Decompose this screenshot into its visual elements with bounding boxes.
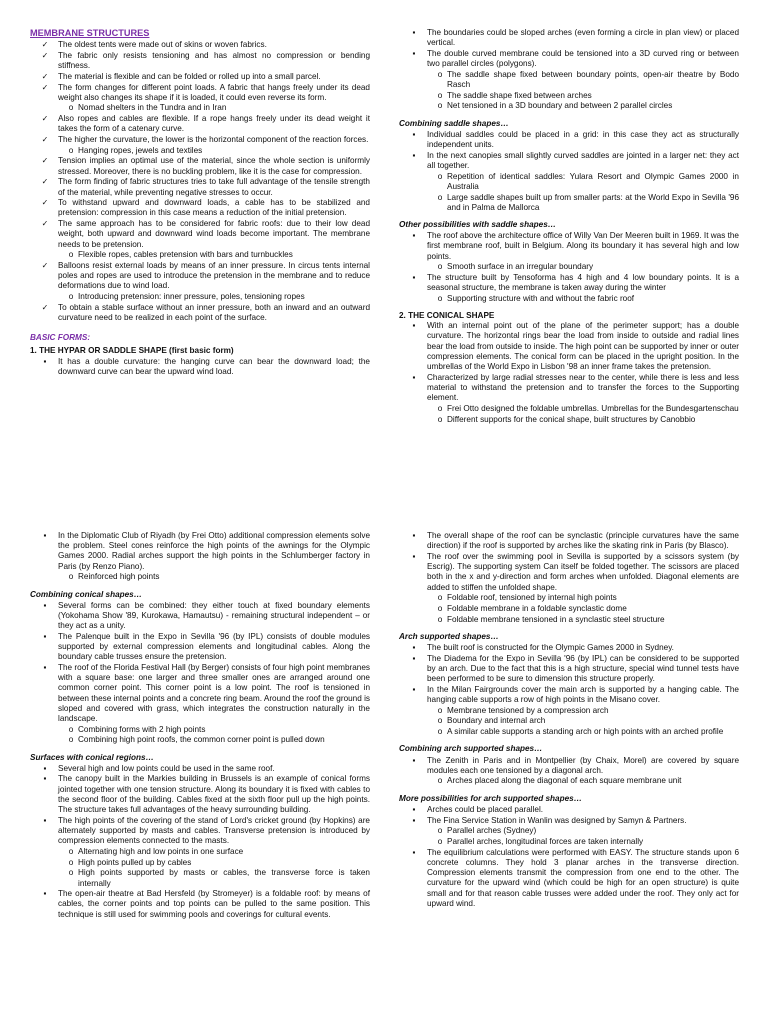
square-bullet-icon: ▪ bbox=[412, 653, 416, 663]
circle-bullet-icon: o bbox=[437, 101, 443, 111]
sub-list-item bbox=[30, 292, 370, 302]
list-item-text: Smooth surface in an irregular boundary bbox=[447, 262, 594, 272]
circle-bullet-icon: o bbox=[68, 103, 74, 113]
sub-list-item bbox=[399, 294, 739, 304]
circle-bullet-icon: o bbox=[437, 705, 443, 715]
list-item-text: Tension implies an optimal use of the material, since the whole section is uniformly stressed. Moreover, there is no buckling problem, like it is the case for compression. bbox=[58, 156, 370, 176]
circle-bullet-icon: o bbox=[437, 826, 443, 836]
list-item-text: Arches could be placed parallel. bbox=[427, 804, 544, 814]
list-item bbox=[30, 135, 370, 145]
sub-list-item bbox=[399, 404, 739, 414]
list-item-text: The material is flexible and can be folded or rolled up into a small parcel. bbox=[58, 71, 321, 81]
list-item bbox=[399, 531, 739, 551]
sub-list-item bbox=[399, 193, 739, 213]
circle-bullet-icon: o bbox=[68, 735, 74, 745]
combining-saddle-list bbox=[399, 130, 739, 213]
list-item bbox=[399, 273, 739, 293]
square-bullet-icon: ▪ bbox=[412, 815, 416, 825]
conical-continued-list bbox=[30, 531, 370, 583]
list-item-text: The roof above the architecture office of Willy Van Der Meeren built in 1969. It was the first membrane roof, built in Belgium. Along its boundary it has several high and low points. bbox=[427, 231, 739, 261]
sub-list-item bbox=[399, 593, 739, 603]
arch-supported-list bbox=[399, 643, 739, 737]
list-item-text: Frei Otto designed the foldable umbrellas. Umbrellas for the Bundesgartenschau bbox=[447, 403, 739, 413]
column-4 bbox=[399, 531, 739, 909]
hypar-boundaries-list bbox=[399, 28, 739, 112]
list-item-text: A similar cable supports a standing arch or high points with an arched profile bbox=[447, 727, 724, 737]
list-item-text: Parallel arches (Sydney) bbox=[447, 826, 537, 836]
list-item-text: The saddle shape fixed between arches bbox=[447, 90, 592, 100]
sub-list-item bbox=[399, 172, 739, 192]
list-item-text: The double curved membrane could be tensioned into a 3D curved ring or between two parallel circles (polygons). bbox=[427, 48, 739, 69]
square-bullet-icon: ▪ bbox=[43, 600, 47, 610]
square-bullet-icon: ▪ bbox=[412, 272, 416, 282]
list-item-text: Flexible ropes, cables pretension with bars and turnbuckles bbox=[78, 250, 293, 260]
circle-bullet-icon: o bbox=[437, 192, 443, 202]
checkmark-icon: ✓ bbox=[41, 50, 49, 60]
list-item-text: Combining high point roofs, the common corner point is pulled down bbox=[78, 735, 325, 745]
list-item bbox=[30, 632, 370, 663]
list-item-text: The fabric only resists tensioning and has almost no compression or bending stiffness. bbox=[58, 50, 370, 71]
list-item-text: In the next canopies small slightly curved saddles are jointed in a larger net: they act all together. bbox=[427, 150, 739, 170]
list-item bbox=[30, 357, 370, 377]
sub-list-item bbox=[30, 847, 370, 857]
checkmark-icon: ✓ bbox=[41, 260, 49, 270]
intro-list bbox=[30, 40, 370, 323]
list-item bbox=[30, 177, 370, 197]
square-bullet-icon: ▪ bbox=[412, 28, 416, 37]
sub-list-item bbox=[399, 91, 739, 101]
list-item bbox=[30, 816, 370, 847]
list-item-text: High points supported by masts or cables, the transverse force is taken internally bbox=[78, 868, 370, 888]
list-item-text: Several high and low points could be used in the same roof. bbox=[58, 763, 275, 773]
list-item-text: The Diadema for the Expo in Sevilla '96 (by IPL) can be considered to be supported by an arch. Due to the fact that this is a high structure, special wind tunnel tests have been performed to be sure to dimension this structure properly. bbox=[427, 653, 739, 684]
list-item-text: The canopy built in the Markies building in Brussels is an example of conical forms jointed together with one tension structure. Along its boundary it is fixed with cables to the second floor of the building. Cables fixed at the sixth floor pull up the high points. The structure takes full advantages of the heavy surrounding building. bbox=[58, 774, 370, 815]
combining-conical-heading: Combining conical shapes… bbox=[30, 589, 142, 599]
circle-bullet-icon: o bbox=[437, 603, 443, 613]
circle-bullet-icon: o bbox=[68, 846, 74, 856]
square-bullet-icon: ▪ bbox=[412, 48, 416, 58]
list-item-text: Combining forms with 2 high points bbox=[78, 724, 206, 734]
list-item-text: Membrane tensioned by a compression arch bbox=[447, 705, 609, 715]
circle-bullet-icon: o bbox=[437, 727, 443, 737]
circle-bullet-icon: o bbox=[437, 293, 443, 303]
circle-bullet-icon: o bbox=[68, 250, 74, 260]
square-bullet-icon: ▪ bbox=[412, 804, 416, 814]
combining-arch-heading: Combining arch supported shapes… bbox=[399, 744, 543, 754]
combining-conical-list bbox=[30, 601, 370, 746]
sub-list-item bbox=[399, 415, 739, 425]
list-item-text: Nomad shelters in the Tundra and in Iran bbox=[78, 103, 227, 113]
list-item bbox=[30, 663, 370, 724]
list-item bbox=[399, 373, 739, 404]
list-item-text: Supporting structure with and without the fabric roof bbox=[447, 293, 635, 303]
sub-list-item bbox=[30, 250, 370, 260]
list-item bbox=[399, 28, 739, 48]
square-bullet-icon: ▪ bbox=[412, 684, 416, 694]
list-item-text: The Zenith in Paris and in Montpellier (by Chaix, Morel) are covered by square modules each one tensioned by a diagonal arch. bbox=[427, 755, 739, 775]
other-saddle-list bbox=[399, 231, 739, 304]
arch-supported-heading: Arch supported shapes… bbox=[399, 631, 499, 641]
list-item-text: Different supports for the conical shape, built structures by Canobbio bbox=[447, 414, 696, 424]
list-item-text: The overall shape of the roof can be synclastic (principle curvatures have the same direction) if the roof is supported by arches like the skating rink in Paris (by Blasco). bbox=[427, 531, 739, 551]
checkmark-icon: ✓ bbox=[41, 40, 49, 50]
list-item bbox=[30, 774, 370, 815]
square-bullet-icon: ▪ bbox=[412, 321, 416, 331]
list-item bbox=[399, 130, 739, 150]
circle-bullet-icon: o bbox=[68, 145, 74, 155]
circle-bullet-icon: o bbox=[68, 857, 74, 867]
surfaces-conical-heading: Surfaces with conical regions… bbox=[30, 752, 154, 762]
circle-bullet-icon: o bbox=[437, 171, 443, 181]
list-item bbox=[399, 151, 739, 171]
checkmark-icon: ✓ bbox=[41, 135, 49, 145]
list-item-text: Hanging ropes, jewels and textiles bbox=[78, 145, 203, 155]
list-item-text: To withstand upward and downward loads, a cable has to be stabilized and pretension: compression in this case means a reduction of the initial pretension. bbox=[58, 198, 370, 218]
surfaces-conical-list bbox=[30, 764, 370, 920]
list-item-text: The open-air theatre at Bad Hersfeld (by Stromeyer) is a foldable roof: by means of cables, the corner points and top points can be pulled to the same position. This technique is still used for swimming pools and coverings for cultural events. bbox=[58, 889, 370, 919]
sub-list-item bbox=[399, 716, 739, 726]
list-item-text: To obtain a stable surface without an inner pressure, both an inward and an outward curvature need to be realized in each point of the surface. bbox=[58, 302, 370, 322]
square-bullet-icon: ▪ bbox=[43, 662, 47, 672]
list-item bbox=[399, 756, 739, 776]
checkmark-icon: ✓ bbox=[41, 219, 49, 229]
circle-bullet-icon: o bbox=[437, 403, 443, 413]
square-bullet-icon: ▪ bbox=[412, 150, 416, 160]
list-item-text: Individual saddles could be placed in a grid: in this case they act as structurally independent units. bbox=[427, 129, 739, 150]
column-2 bbox=[399, 28, 739, 425]
list-item-text: High points pulled up by cables bbox=[78, 857, 192, 867]
list-item bbox=[30, 156, 370, 176]
checkmark-icon: ✓ bbox=[41, 82, 49, 92]
list-item bbox=[30, 889, 370, 920]
more-arch-list bbox=[399, 805, 739, 909]
list-item bbox=[30, 261, 370, 292]
checkmark-icon: ✓ bbox=[41, 177, 49, 187]
square-bullet-icon: ▪ bbox=[412, 551, 416, 561]
column-3 bbox=[30, 531, 370, 920]
circle-bullet-icon: o bbox=[437, 90, 443, 100]
list-item-text: Repetition of identical saddles: Yulara Resort and Olympic Games 2000 in Australia bbox=[447, 171, 739, 191]
circle-bullet-icon: o bbox=[437, 262, 443, 272]
list-item-text: The built roof is constructed for the Olympic Games 2000 in Sydney. bbox=[427, 643, 674, 653]
sub-list-item bbox=[30, 858, 370, 868]
sub-list-item bbox=[30, 868, 370, 888]
document-title: MEMBRANE STRUCTURES bbox=[30, 28, 150, 38]
list-item-text: Reinforced high points bbox=[78, 572, 160, 582]
circle-bullet-icon: o bbox=[437, 614, 443, 624]
circle-bullet-icon: o bbox=[68, 572, 74, 582]
list-item bbox=[30, 198, 370, 218]
list-item-text: Large saddle shapes built up from smaller parts: at the World Expo in Sevilla '96 and in Palma de Mallorca bbox=[447, 192, 739, 212]
list-item-text: Characterized by large radial stresses near to the center, while there is less and less material to withstand the pretension and to transfer the forces to the Supporting element. bbox=[427, 372, 739, 403]
square-bullet-icon: ▪ bbox=[412, 231, 416, 241]
circle-bullet-icon: o bbox=[437, 836, 443, 846]
checkmark-icon: ✓ bbox=[41, 302, 49, 312]
sub-list-item bbox=[399, 776, 739, 786]
list-item bbox=[30, 531, 370, 572]
more-arch-heading: More possibilities for arch supported shapes… bbox=[399, 793, 582, 803]
square-bullet-icon: ▪ bbox=[43, 631, 47, 641]
sub-list-item bbox=[30, 572, 370, 582]
list-item bbox=[399, 685, 739, 705]
list-item-text: The form finding of fabric structures tries to take full advantage of the tensile strength of the material, while preventing negative stresses to occur. bbox=[58, 177, 370, 197]
list-item-text: The equilibrium calculations were performed with EASY. The structure stands upon 6 concrete columns. They hold 3 planar arches in the transverse direction. Compression elements transmit the compression from one end to the other. The curvature for the upward wind (which could be high for an open structure) is quite small and for that reason cable trusses were added under the roof. They only act for upward wind. bbox=[427, 847, 739, 908]
list-item-text: The Fina Service Station in Wanlin was designed by Samyn & Partners. bbox=[427, 815, 687, 825]
list-item bbox=[30, 219, 370, 250]
list-item-text: The same approach has to be considered for fabric roofs: due to their low dead weight, both upward and downward wind loads become important. The membrane needs to be pretension. bbox=[58, 219, 370, 249]
circle-bullet-icon: o bbox=[437, 69, 443, 79]
list-item-text: Balloons resist external loads by means of an inner pressure. In circus tents internal poles and ropes are used to introduce the pretension in the membrane and to reduce deformations due to wind load. bbox=[58, 260, 370, 291]
list-item bbox=[399, 654, 739, 685]
list-item bbox=[30, 601, 370, 632]
list-item-text: Also ropes and cables are flexible. If a rope hangs freely under its dead weight it takes the form of a catenary curve. bbox=[58, 114, 370, 134]
list-item-text: Several forms can be combined: they either touch at fixed boundary elements (Yokohama Show '89, Kurokawa, Hamautsu) - remaining structural independent – or they act as a unity. bbox=[58, 600, 370, 631]
square-bullet-icon: ▪ bbox=[43, 356, 47, 366]
sub-list-item bbox=[30, 103, 370, 113]
sub-list-item bbox=[399, 615, 739, 625]
square-bullet-icon: ▪ bbox=[412, 531, 416, 540]
synclastic-list bbox=[399, 531, 739, 625]
list-item-text: Foldable membrane in a foldable synclastic dome bbox=[447, 603, 627, 613]
sub-list-item bbox=[399, 837, 739, 847]
checkmark-icon: ✓ bbox=[41, 198, 49, 208]
list-item-text: The oldest tents were made out of skins or woven fabrics. bbox=[58, 40, 267, 50]
square-bullet-icon: ▪ bbox=[43, 763, 47, 773]
list-item-text: The roof over the swimming pool in Sevilla is supported by a scissors system (by Escrig). The supporting system Can itself be folded together. The scissors are placed both in the x and y-direction and form arches when unfolded. Diagonal elements are added to stiffen the unfolded shape. bbox=[427, 551, 739, 592]
checkmark-icon: ✓ bbox=[41, 156, 49, 166]
list-item-text: Net tensioned in a 3D boundary and between 2 parallel circles bbox=[447, 101, 673, 111]
square-bullet-icon: ▪ bbox=[43, 531, 47, 540]
circle-bullet-icon: o bbox=[437, 776, 443, 786]
list-item bbox=[30, 72, 370, 82]
combining-arch-list bbox=[399, 756, 739, 787]
list-item-text: The form changes for different point loads. A fabric that hangs freely under its dead weight also changes its shape if it is loaded, it could even reverse its form. bbox=[58, 82, 370, 102]
sub-list-item bbox=[399, 262, 739, 272]
circle-bullet-icon: o bbox=[437, 593, 443, 603]
basic-forms-heading: BASIC FORMS: bbox=[30, 333, 91, 343]
list-item bbox=[399, 816, 739, 826]
sub-list-item bbox=[399, 706, 739, 716]
column-1 bbox=[30, 28, 370, 378]
list-item-text: Boundary and internal arch bbox=[447, 716, 546, 726]
list-item-text: Parallel arches, longitudinal forces are taken internally bbox=[447, 836, 644, 846]
circle-bullet-icon: o bbox=[437, 414, 443, 424]
list-item bbox=[399, 643, 739, 653]
list-item-text: The structure built by Tensoforma has 4 high and 4 low boundary points. It is a seasonal structure, the membrane is taken away during the winter bbox=[427, 272, 739, 293]
list-item bbox=[399, 848, 739, 909]
list-item-text: Foldable membrane tensioned in a synclastic steel structure bbox=[447, 614, 665, 624]
conical-list bbox=[399, 321, 739, 425]
sub-list-item bbox=[399, 101, 739, 111]
circle-bullet-icon: o bbox=[68, 868, 74, 878]
list-item-text: Alternating high and low points in one surface bbox=[78, 846, 244, 856]
list-item-text: It has a double curvature: the hanging curve can bear the downward load; the downward curve can bear the upward wind load. bbox=[58, 356, 370, 376]
circle-bullet-icon: o bbox=[68, 292, 74, 302]
list-item-text: Arches placed along the diagonal of each square membrane unit bbox=[447, 776, 682, 786]
sub-list-item bbox=[30, 735, 370, 745]
list-item-text: In the Diplomatic Club of Riyadh (by Frei Otto) additional compression elements solve the problem. Steel cones reinforce the high points of the awnings for the Olympic Games 2000. Radial arches support the high points in the Schlumberger factory in Paris (by Renzo Piano). bbox=[58, 531, 370, 571]
square-bullet-icon: ▪ bbox=[412, 372, 416, 382]
list-item bbox=[30, 303, 370, 323]
checkmark-icon: ✓ bbox=[41, 71, 49, 81]
circle-bullet-icon: o bbox=[68, 724, 74, 734]
list-item-text: With an internal point out of the plane of the perimeter support; has a double curvature. The horizontal rings bear the load from inside to outside and radial lines bear the load from outside to inside. The high point can be supported by inner or outer compression elements. The conical form can be placed in the upright position. In the umbrellas of the World Expo in Lisbon '98 an inner frame takes the pretension. bbox=[427, 321, 739, 372]
sub-list-item bbox=[399, 604, 739, 614]
list-item bbox=[399, 552, 739, 593]
section-hypar-heading: 1. THE HYPAR OR SADDLE SHAPE (first basic form) bbox=[30, 346, 234, 356]
list-item bbox=[30, 83, 370, 103]
list-item bbox=[399, 805, 739, 815]
list-item bbox=[399, 321, 739, 372]
list-item bbox=[30, 764, 370, 774]
sub-list-item bbox=[30, 146, 370, 156]
list-item-text: The boundaries could be sloped arches (even forming a circle in plan view) or placed vertical. bbox=[427, 28, 739, 48]
square-bullet-icon: ▪ bbox=[412, 129, 416, 139]
list-item-text: The Palenque built in the Expo in Sevilla '96 (by IPL) consists of double modules supported by external compression elements and longitudinal cables. Along the boundary cable trusses ensure the pretension. bbox=[58, 631, 370, 662]
checkmark-icon: ✓ bbox=[41, 114, 49, 124]
square-bullet-icon: ▪ bbox=[412, 755, 416, 765]
square-bullet-icon: ▪ bbox=[43, 889, 47, 899]
square-bullet-icon: ▪ bbox=[412, 643, 416, 653]
sub-list-item bbox=[399, 826, 739, 836]
square-bullet-icon: ▪ bbox=[43, 774, 47, 784]
list-item-text: Foldable roof, tensioned by internal high points bbox=[447, 593, 617, 603]
list-item bbox=[30, 51, 370, 71]
list-item-text: The high points of the covering of the stand of Lord's cricket ground (by Hopkins) are alternately supported by masts and cables. Transverse pretension is introduced by compression elements connected to the masts. bbox=[58, 815, 370, 846]
list-item-text: In the Milan Fairgrounds cover the main arch is supported by a hanging cable. The hanging cable supports a row of high points in the Misano cover. bbox=[427, 684, 739, 705]
circle-bullet-icon: o bbox=[437, 716, 443, 726]
list-item-text: The roof of the Florida Festival Hall (by Berger) consists of four high point membranes with a square base: one larger and three smaller ones are arranged around one common corner point. This corner point is a low point. The roof is tensioned in between these internal points and a concrete ring beam. Around the roof the ground is sloped and covered with grass, which integrates the construction naturally in the landscape. bbox=[58, 662, 370, 723]
list-item-text: The saddle shape fixed between boundary points, open-air theatre by Bodo Rasch bbox=[447, 69, 739, 90]
list-item bbox=[399, 231, 739, 262]
square-bullet-icon: ▪ bbox=[43, 815, 47, 825]
sub-list-item bbox=[399, 70, 739, 90]
hypar-list bbox=[30, 357, 370, 377]
square-bullet-icon: ▪ bbox=[412, 847, 416, 857]
list-item-text: Introducing pretension: inner pressure, poles, tensioning ropes bbox=[78, 292, 305, 302]
combining-saddle-heading: Combining saddle shapes… bbox=[399, 118, 509, 128]
sub-list-item bbox=[30, 725, 370, 735]
section-conical-heading: 2. THE CONICAL SHAPE bbox=[399, 311, 495, 321]
list-item bbox=[30, 114, 370, 134]
list-item bbox=[399, 49, 739, 69]
other-saddle-heading: Other possibilities with saddle shapes… bbox=[399, 219, 556, 229]
list-item bbox=[30, 40, 370, 50]
sub-list-item bbox=[399, 727, 739, 737]
list-item-text: The higher the curvature, the lower is the horizontal component of the reaction forces. bbox=[58, 135, 369, 145]
